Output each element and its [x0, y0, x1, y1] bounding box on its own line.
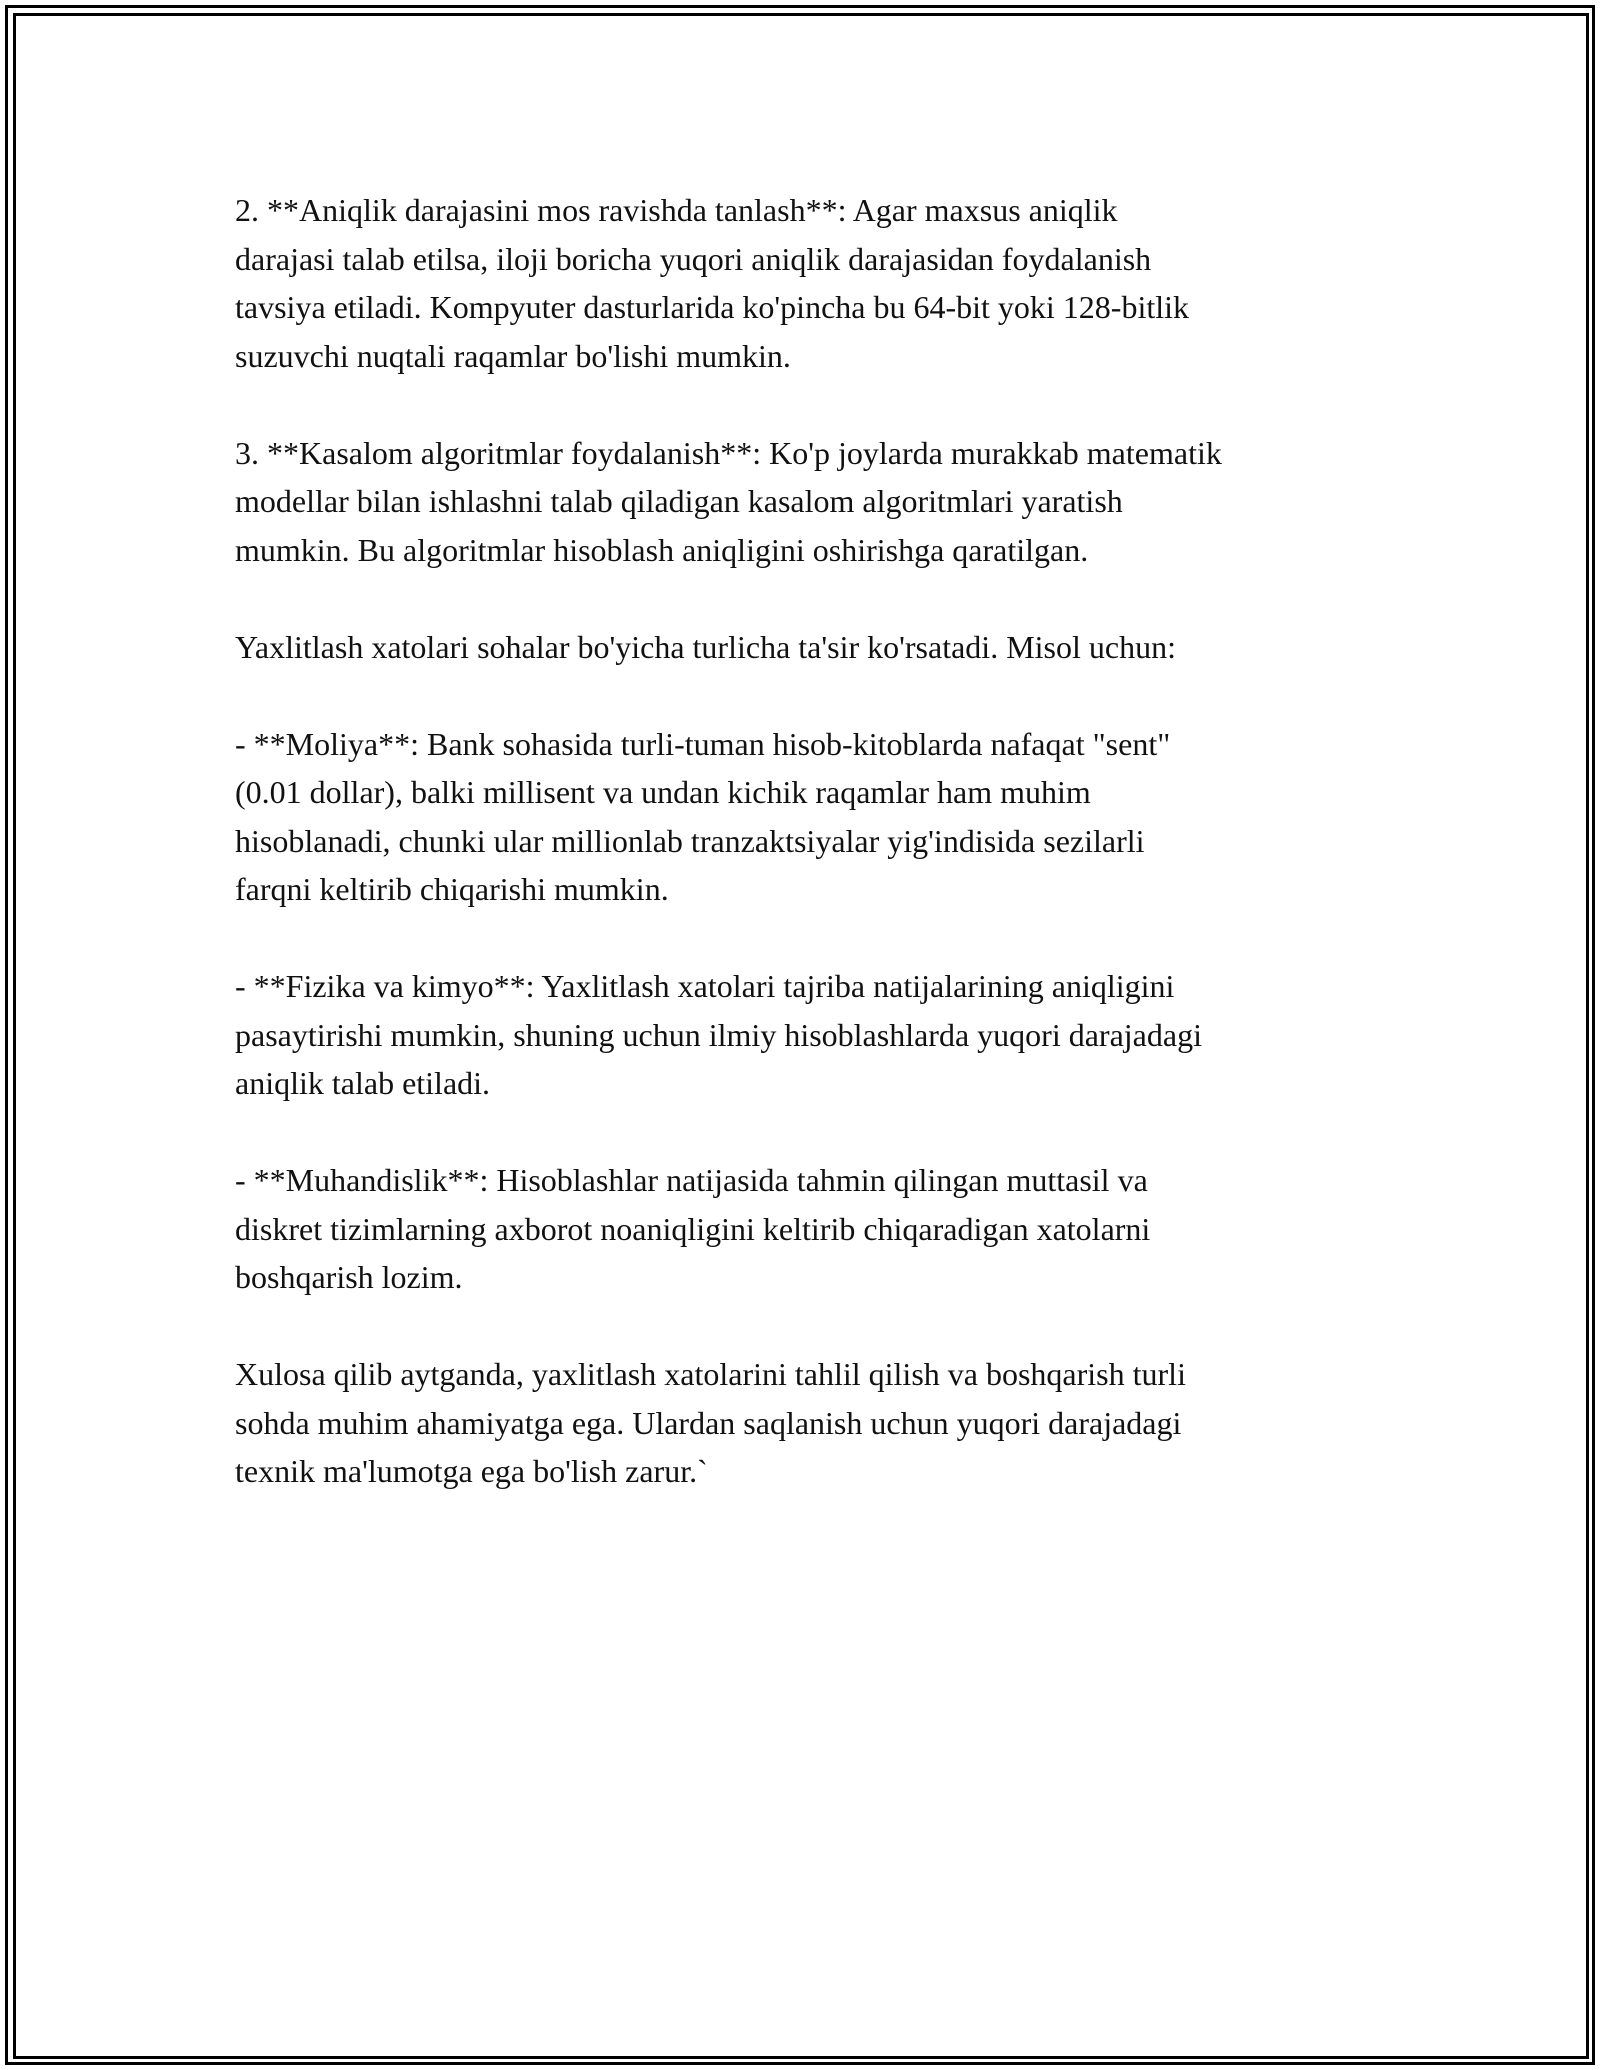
paragraph-conclusion: Xulosa qilib aytganda, yaxlitlash xatolarini tahlil qilish va boshqarish turli sohda muhim ahamiyatga ega. Ulardan saqlanish uchun yuqori darajadagi texnik ma'lumotga ega bo'lish zarur.` — [235, 1356, 1186, 1489]
paragraph-intro-examples: Yaxlitlash xatolari sohalar bo'yicha turlicha ta'sir ko'rsatadi. Misol uchun: — [235, 628, 1176, 665]
paragraph-precision-choice: 2. **Aniqlik darajasini mos ravishda tanlash**: Agar maxsus aniqlik darajasi talab etilsa, iloji boricha yuqori aniqlik darajasidan foydalanish tavsiya etiladi. Kompyuter dasturlarida ko'pincha bu 64-bit yoki 128-bitlik suzuvchi nuqtali raqamlar bo'lishi mumkin. — [235, 192, 1190, 374]
document-body — [235, 186, 1385, 1496]
paragraph-algorithms: 3. **Kasalom algoritmlar foydalanish**: Ko'p joylarda murakkab matematik modellar bilan ishlashni talab qiladigan kasalom algoritmlari yaratish mumkin. Bu algoritmlar hisoblash aniqligini oshirishga qaratilgan. — [235, 434, 1222, 568]
list-item-physics-chemistry: - **Fizika va kimyo**: Yaxlitlash xatolari tajriba natijalarining aniqligini pasaytirishi mumkin, shuning uchun ilmiy hisoblashlarda yuqori darajadagi aniqlik talab etiladi. — [235, 968, 1202, 1101]
list-item-engineering: - **Muhandislik**: Hisoblashlar natijasida tahmin qilingan muttasil va diskret tizimlarning axborot noaniqligini keltirib chiqaradigan xatolarni boshqarish lozim. — [235, 1162, 1151, 1295]
list-item-finance: - **Moliya**: Bank sohasida turli-tuman hisob-kitoblarda nafaqat "sent" (0.01 dollar), balki millisent va undan kichik raqamlar ham muhim hisoblanadi, chunki ular millionlab tranzaktsiyalar yig'indisida sezilarli farqni keltirib chiqarishi mumkin. — [235, 725, 1171, 907]
